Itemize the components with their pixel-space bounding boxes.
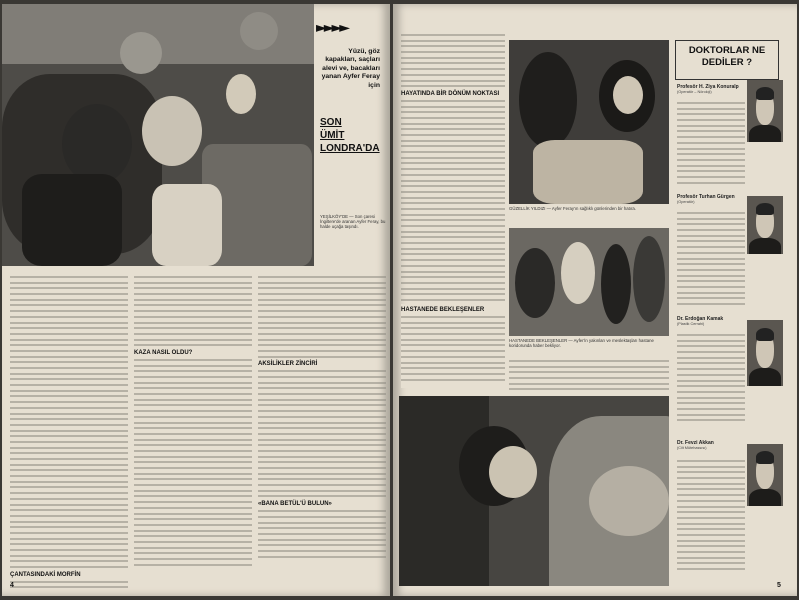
right-column-3 — [509, 360, 669, 394]
left-page — [2, 4, 390, 596]
doctor-name-1: Profesör H. Ziya Konuralp (Operatör – Nöroloji) — [677, 84, 739, 94]
teaser-text: Yüzü, göz kapakları, saçları alevi ve, bacakları yanan Ayfer Feray için — [321, 48, 380, 89]
doctor-portrait-1 — [747, 80, 783, 142]
doctors-sidebar-title: DOKTORLAR NE DEDİLER ? — [675, 40, 779, 80]
headline-line-1: SON — [320, 117, 342, 128]
left-column-1 — [10, 276, 128, 588]
section-heading-kaza: KAZA NASIL OLDU? — [134, 349, 193, 356]
car-photo — [399, 396, 669, 586]
doctor-text-1 — [677, 102, 745, 190]
section-heading-donum: HAYATINDA BİR DÖNÜM NOKTASI — [401, 90, 500, 97]
headline-line-2: ÜMİT — [320, 130, 345, 141]
main-headline — [320, 116, 386, 155]
page-number-right: 5 — [777, 582, 781, 589]
page-number-left: 4 — [10, 582, 14, 589]
portrait-photo — [509, 40, 669, 204]
doctor-text-4 — [677, 460, 745, 580]
headline-line-3: LONDRA'DA — [320, 143, 380, 154]
doctor-portrait-2 — [747, 196, 783, 254]
hospital-caption: HASTANEDE BEKLEŞENLER — Ayfer'in yakınları ve meslektaşları hastane koridorunda haber bekliyor. — [509, 338, 654, 349]
hospital-photo — [509, 228, 669, 336]
right-page — [393, 4, 797, 596]
doctor-portrait-4 — [747, 444, 783, 506]
doctor-text-2 — [677, 212, 745, 310]
doctor-portrait-3 — [747, 320, 783, 386]
portrait-caption: GÜZELLİK YILDIZI — Ayfer Feray'ın sağlıklı günlerinden bir hatıra. — [509, 206, 636, 211]
section-heading-morfin: ÇANTASINDAKİ MORFİN — [10, 571, 81, 578]
section-heading-betul: «BANA BETÜL'Ü BULUN» — [258, 501, 332, 508]
doctor-text-3 — [677, 334, 745, 430]
doctor-name-3: Dr. Erdoğan Kamak (Plastik Cerrahi) — [677, 316, 724, 326]
doctor-name-2: Profesör Turhan Gürgen (Operatör) — [677, 194, 735, 204]
section-heading-aksilikler: AKSİLİKLER ZİNCİRİ — [258, 361, 318, 368]
left-column-3 — [258, 276, 386, 588]
airport-photo — [2, 4, 314, 266]
left-column-2 — [134, 276, 252, 588]
arrow-decoration: ►►►► — [316, 20, 348, 36]
right-column-2 — [401, 304, 505, 388]
doctor-name-4: Dr. Fevzi Akkan (Cilt Mütehassısı) — [677, 440, 714, 450]
section-heading-bekleşenler: HASTANEDE BEKLEŞENLER — [401, 307, 485, 313]
photo-caption: YEŞİLKÖY'DE — Son çaresi İngiltere'de aranan Ayfer Feray, bu halde uçağa taşındı. — [320, 214, 386, 230]
